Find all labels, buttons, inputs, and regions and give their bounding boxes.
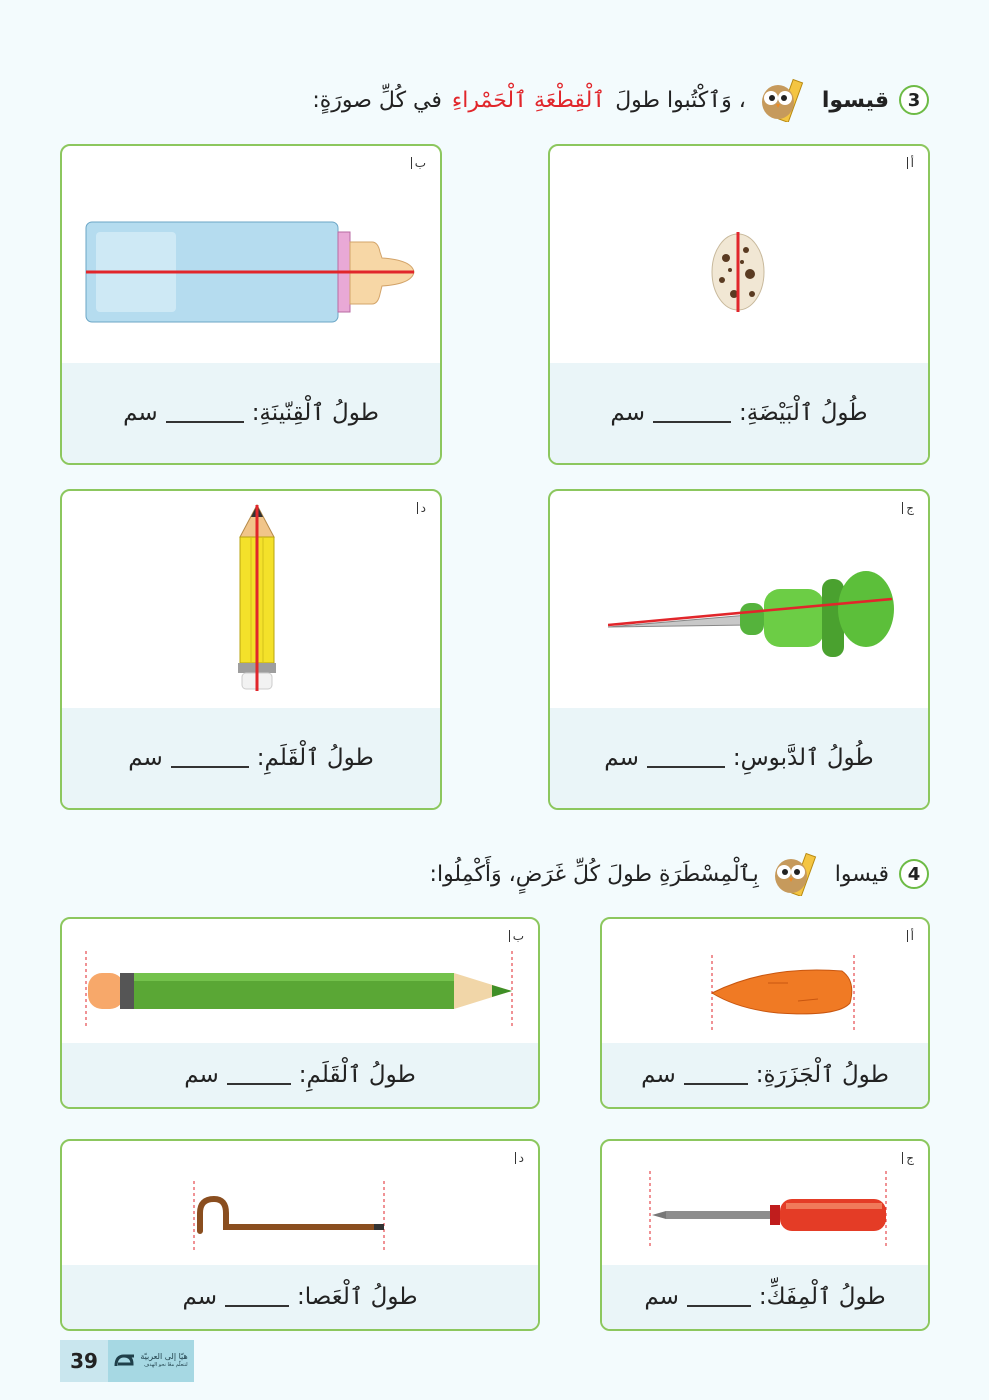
- answer-label: طولُ ٱلْجَزَرَةِ:: [755, 1062, 889, 1088]
- answer-label: طُولُ ٱلدَّبوسِ:: [732, 745, 874, 771]
- answer-blank[interactable]: [647, 748, 725, 768]
- pencil-image: [232, 503, 282, 693]
- push-pin-image: [608, 559, 898, 669]
- answer-unit: سم: [182, 1284, 218, 1310]
- answer-blank[interactable]: [166, 403, 244, 423]
- exercise-number: 4: [899, 859, 929, 889]
- card-letter: د: [515, 1151, 524, 1165]
- answer-blank[interactable]: [687, 1287, 751, 1307]
- card-bottle: [60, 144, 442, 465]
- instruction-verb: قيسوا: [834, 861, 889, 887]
- card-letter: أ: [907, 156, 914, 170]
- page-footer: [60, 1340, 194, 1382]
- owl-ruler-icon: [769, 852, 825, 896]
- exercise-4-instruction: [430, 854, 929, 894]
- answer-row: [62, 1265, 538, 1329]
- card-cane: [60, 1139, 540, 1331]
- answer-row: [62, 1043, 538, 1107]
- instruction-verb: قيسوا: [821, 87, 889, 113]
- instruction-text-end: في كُلِّ صورَةٍ:: [312, 87, 442, 113]
- answer-row: [602, 1043, 928, 1107]
- cane-image: [190, 1179, 390, 1255]
- logo-mark-icon: [114, 1352, 136, 1370]
- logo-text: [140, 1352, 187, 1370]
- card-letter: د: [417, 501, 426, 515]
- answer-label: طولُ ٱلْقَلَمِ:: [298, 1062, 416, 1088]
- card-push-pin: [548, 489, 930, 810]
- card-letter: أ: [907, 929, 914, 943]
- answer-unit: سم: [644, 1284, 679, 1310]
- card-green-pencil: [60, 917, 540, 1109]
- card-carrot: [600, 917, 930, 1109]
- card-letter: ب: [411, 156, 426, 170]
- answer-row: [62, 708, 440, 808]
- exercise-number: 3: [899, 85, 929, 115]
- page-number: 39: [60, 1340, 108, 1382]
- answer-row: [602, 1265, 928, 1329]
- publisher-logo: [108, 1340, 194, 1382]
- logo-title: هيّا إلى العربيّة: [140, 1352, 188, 1361]
- green-pencil-image: [82, 949, 518, 1031]
- answer-label: طولُ ٱلْعَصا:: [297, 1284, 418, 1310]
- answer-label: طولُ ٱلْقَلَمِ:: [256, 745, 374, 771]
- owl-ruler-icon: [756, 78, 812, 122]
- answer-unit: سم: [123, 400, 158, 426]
- instruction-text: ، وَٱكْتُبوا طولَ: [615, 87, 746, 113]
- answer-blank[interactable]: [653, 403, 731, 423]
- card-pencil: [60, 489, 442, 810]
- instruction-text: بِٱلْمِسْطَرَةِ طولَ كُلِّ غَرَضٍ، وَأَكْمِلُوا:: [429, 861, 759, 887]
- exercise-3-instruction: [312, 80, 929, 120]
- egg-image: [708, 224, 768, 320]
- card-letter: ب: [509, 929, 524, 943]
- carrot-image: [708, 953, 858, 1035]
- answer-row: [550, 708, 928, 808]
- answer-unit: سم: [128, 745, 163, 771]
- answer-blank[interactable]: [227, 1065, 291, 1085]
- instruction-red-text: ٱلْقِطْعَةِ ٱلْحَمْراءِ: [451, 87, 606, 113]
- answer-unit: سم: [604, 745, 639, 771]
- answer-label: طولُ ٱلْقِنّينَةِ:: [251, 400, 379, 426]
- answer-blank[interactable]: [171, 748, 249, 768]
- answer-unit: سم: [610, 400, 645, 426]
- answer-label: طُولُ ٱلْبَيْضَةِ:: [739, 400, 868, 426]
- baby-bottle-image: [82, 218, 422, 328]
- answer-row: [550, 363, 928, 463]
- answer-blank[interactable]: [225, 1287, 289, 1307]
- answer-unit: سم: [641, 1062, 676, 1088]
- card-screwdriver: [600, 1139, 930, 1331]
- answer-blank[interactable]: [684, 1065, 748, 1085]
- card-letter: ج: [902, 501, 914, 515]
- card-egg: [548, 144, 930, 465]
- logo-subtitle: لنتعلّم معًا نحو الهدف: [144, 1362, 188, 1368]
- screwdriver-image: [646, 1169, 892, 1253]
- card-letter: ج: [902, 1151, 914, 1165]
- answer-label: طولُ ٱلْمِفَكِّ:: [758, 1284, 886, 1310]
- answer-row: [62, 363, 440, 463]
- answer-unit: سم: [184, 1062, 219, 1088]
